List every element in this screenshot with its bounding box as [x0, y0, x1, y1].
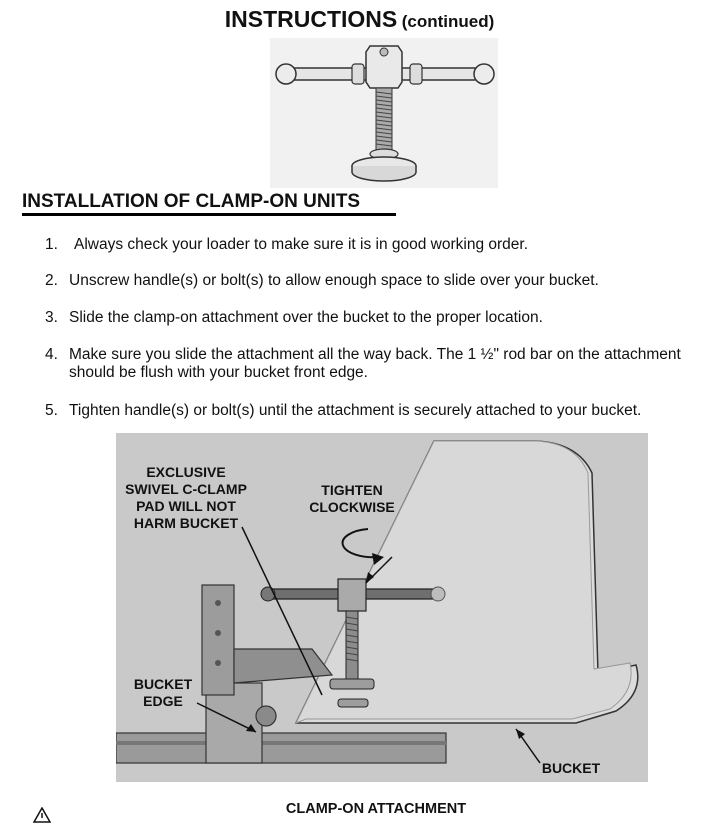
tighten-label-line: CLOCKWISE — [309, 499, 395, 515]
step-text: Tighten handle(s) or bolt(s) until the attachment is securely attached to your bucket. — [69, 402, 642, 419]
bucket-edge-label — [128, 676, 198, 710]
clamp-pad-label-line: SWIVEL C-CLAMP — [125, 481, 247, 497]
step-text: Unscrew handle(s) or bolt(s) to allow enough space to slide over your bucket. — [69, 272, 599, 289]
step-number: 1. — [45, 236, 58, 253]
step-text: Make sure you slide the attachment all the way back. The 1 ½" rod bar on the attachment should be flush with your bucket front edge. — [69, 346, 681, 381]
page-title-continued: (continued) — [401, 12, 495, 31]
t-handle-clamp-illustration — [270, 38, 498, 188]
clamp-on-diagram — [116, 433, 648, 782]
step-text: Slide the clamp-on attachment over the bucket to the proper location. — [69, 309, 543, 326]
page-title — [0, 6, 719, 33]
step-number: 5. — [45, 402, 58, 419]
bucket-edge-label-line: EDGE — [143, 693, 183, 709]
bucket-label: BUCKET — [541, 760, 601, 776]
clamp-pad-label-line: HARM BUCKET — [133, 515, 239, 531]
section-title: INSTALLATION OF CLAMP-ON UNITS — [22, 191, 361, 212]
tighten-label-line: TIGHTEN — [321, 482, 383, 498]
step-number: 4. — [45, 346, 58, 363]
clamp-pad-label-line: EXCLUSIVE — [146, 464, 226, 480]
clamp-pad-label — [116, 464, 256, 532]
diagram-caption: CLAMP-ON ATTACHMENT — [285, 801, 467, 817]
clamp-pad-label-line: PAD WILL NOT — [136, 498, 236, 514]
page-title-main: INSTRUCTIONS — [224, 6, 398, 32]
step-number: 3. — [45, 309, 58, 326]
tighten-clockwise-label — [296, 482, 408, 516]
section-underline — [22, 213, 396, 216]
step-text: Always check your loader to make sure it is in good working order. — [74, 236, 529, 253]
bucket-edge-label-line: BUCKET — [133, 676, 193, 692]
step-number: 2. — [45, 272, 58, 289]
